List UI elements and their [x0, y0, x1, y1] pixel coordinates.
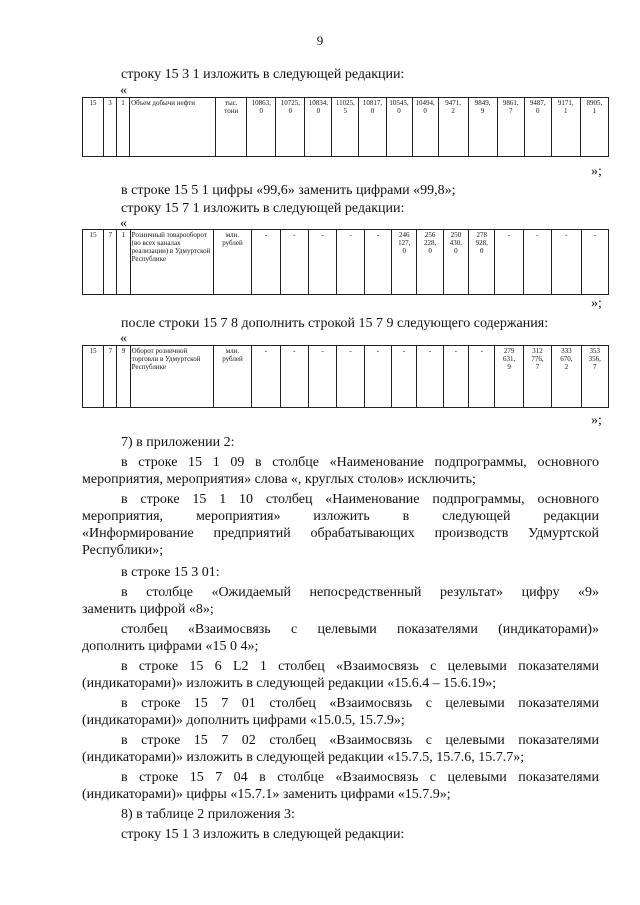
paragraph-line: (индикаторами)» изложить в следующей редакции «15.6.4 – 15.6.19»; — [82, 676, 497, 691]
paragraph-line: в строке 15 7 02 столбец «Взаимосвязь с целевыми показателями — [121, 733, 599, 748]
paragraph-line: мероприятия, мероприятия» слова «, круглых столов» исключить; — [82, 472, 476, 487]
cell: - — [495, 230, 523, 295]
cell: 11025, 5 — [332, 98, 359, 157]
cell: млн. рублей — [213, 230, 252, 295]
cell: 10817, 0 — [359, 98, 386, 157]
cell: - — [337, 346, 364, 408]
cell: - — [392, 346, 417, 408]
cell: 353 356, 7 — [581, 346, 608, 408]
paragraph-line: в строке 15 7 04 в столбце «Взаимосвязь с целевыми показателями — [121, 770, 599, 785]
paragraph-line: строку 15 1 3 изложить в следующей редакции: — [121, 827, 405, 842]
instruction-line: строку 15 7 1 изложить в следующей редакции: — [121, 201, 405, 216]
cell: Объем добычи нефти — [130, 98, 216, 157]
cell: - — [308, 346, 336, 408]
page-number: 9 — [316, 33, 324, 48]
cell: 9849, 9 — [468, 98, 497, 157]
cell: 15 — [83, 346, 104, 408]
cell: 15 — [83, 230, 104, 295]
open-quote: « — [120, 83, 127, 98]
cell: 10494, 0 — [412, 98, 438, 157]
cell: - — [364, 346, 391, 408]
cell: 250 430, 0 — [443, 230, 468, 295]
paragraph-line: «Информирование предприятий обрабатывающих производств Удмуртской — [82, 526, 599, 541]
cell: Розничный товарооборот (во всех каналах реализации) в Удмуртской Республике — [130, 230, 213, 295]
paragraph-line: 7) в приложении 2: — [121, 435, 235, 450]
cell: - — [252, 230, 280, 295]
cell: 8905, 1 — [580, 98, 608, 157]
paragraph-line: дополнить цифрами «15 0 4»; — [82, 639, 259, 654]
paragraph-line: (индикаторами)» дополнить цифрами «15.0.5, 15.7.9»; — [82, 713, 405, 728]
paragraph-line: в строке 15 6 L2 1 столбец «Взаимосвязь с целевыми показателями — [121, 659, 599, 674]
paragraph-line: Республики»; — [82, 543, 164, 558]
instruction-line: после строки 15 7 8 дополнить строкой 15 7 9 следующего содержания: — [121, 316, 549, 331]
cell: 246 127, 0 — [392, 230, 417, 295]
cell: 9471, 2 — [438, 98, 468, 157]
cell: 10863, 0 — [247, 98, 276, 157]
cell: 278 928, 0 — [469, 230, 495, 295]
cell: Оборот розничной торговли в Удмуртской Республике — [130, 346, 213, 408]
cell: 15 — [83, 98, 104, 157]
cell: - — [308, 230, 336, 295]
paragraph-line: 8) в таблице 2 приложения 3: — [121, 807, 295, 822]
cell: 10725, 0 — [276, 98, 305, 157]
paragraph-line: (индикаторами)» цифры «15.7.1» заменить цифрами «15.7.9»; — [82, 787, 451, 802]
paragraph-line: столбец «Взаимосвязь с целевыми показателями (индикаторами)» — [121, 622, 599, 637]
cell: - — [337, 230, 364, 295]
cell: 1 — [117, 98, 130, 157]
table-row-15-7-1 — [82, 229, 609, 295]
instruction-line: в строке 15 5 1 цифры «99,6» заменить цифрами «99,8»; — [121, 183, 456, 198]
cell: - — [417, 346, 443, 408]
cell: 7 — [104, 230, 117, 295]
close-quote: »; — [591, 164, 602, 179]
cell: - — [280, 346, 308, 408]
table-row-15-3-1 — [82, 97, 609, 157]
cell: 1 — [117, 230, 130, 295]
instruction-line: строку 15 3 1 изложить в следующей редакции: — [121, 67, 405, 82]
paragraph-line: в столбце «Ожидаемый непосредственный результат» цифру «9» — [121, 585, 599, 600]
cell: 3 — [104, 98, 117, 157]
paragraph-line: в строке 15 7 01 столбец «Взаимосвязь с целевыми показателями — [121, 696, 599, 711]
paragraph-line: заменить цифрой «8»; — [82, 602, 214, 617]
cell: - — [252, 346, 280, 408]
cell: - — [443, 346, 468, 408]
table-row-15-7-9 — [82, 345, 609, 408]
paragraph-line: в строке 15 3 01: — [121, 565, 220, 580]
cell: - — [523, 230, 551, 295]
cell: тыс. тонн — [216, 98, 247, 157]
cell: - — [581, 230, 608, 295]
cell: млн. рублей — [213, 346, 252, 408]
cell: 9487, 0 — [524, 98, 551, 157]
paragraph-line: (индикаторами)» изложить в следующей редакции «15.7.5, 15.7.6, 15.7.7»; — [82, 750, 525, 765]
close-quote: »; — [591, 296, 602, 311]
cell: 279 631, 9 — [495, 346, 523, 408]
paragraph-line: в строке 15 1 09 в столбце «Наименование подпрограммы, основного — [121, 455, 599, 470]
cell: - — [280, 230, 308, 295]
cell: 9 — [117, 346, 130, 408]
open-quote: « — [120, 331, 127, 346]
cell: 10545, 0 — [386, 98, 412, 157]
paragraph-line: в строке 15 1 10 столбец «Наименование подпрограммы, основного — [121, 492, 599, 507]
cell: 7 — [104, 346, 117, 408]
cell: 312 776, 7 — [523, 346, 551, 408]
cell: - — [552, 230, 581, 295]
cell: 9861, 7 — [497, 98, 524, 157]
cell: 10834, 0 — [305, 98, 332, 157]
cell: 333 670, 2 — [552, 346, 581, 408]
paragraph-line: мероприятия, мероприятия» изложить в следующей редакции — [82, 509, 599, 524]
cell: - — [364, 230, 391, 295]
cell: 256 228, 0 — [417, 230, 443, 295]
close-quote: »; — [591, 413, 602, 428]
cell: - — [469, 346, 495, 408]
cell: 9171, 1 — [551, 98, 580, 157]
open-quote: « — [120, 216, 127, 231]
